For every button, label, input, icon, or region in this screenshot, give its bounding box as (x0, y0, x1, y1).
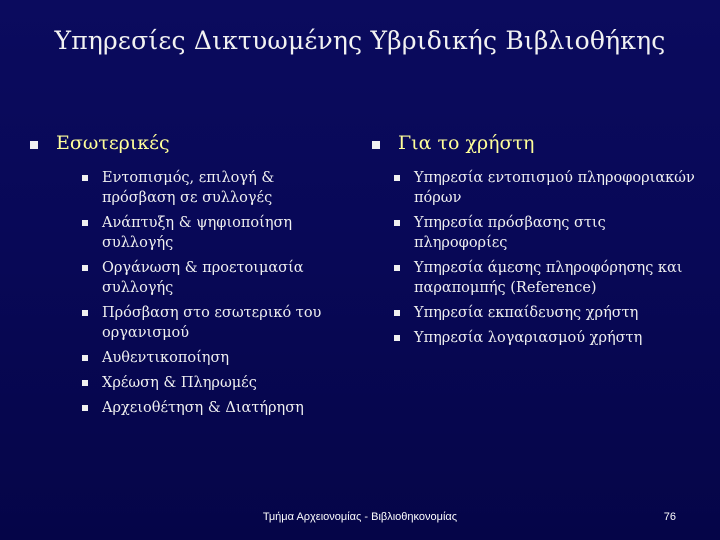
square-bullet-icon (394, 310, 400, 316)
square-bullet-icon (394, 220, 400, 226)
list-item (82, 348, 350, 368)
list-item-text: Υπηρεσία πρόσβασης στις πληροφορίες (414, 215, 606, 251)
list-item (394, 168, 702, 208)
square-bullet-icon (394, 175, 400, 181)
list-item-text: Υπηρεσία λογαριασμού χρήστη (414, 330, 643, 346)
right-list (394, 168, 702, 348)
list-item-text: Οργάνωση & προετοιμασία συλλογής (102, 260, 304, 296)
list-item (394, 258, 702, 298)
square-bullet-icon (82, 220, 88, 226)
list-item-text: Υπηρεσία εντοπισμού πληροφοριακών πόρων (414, 170, 695, 206)
right-heading-text: Για το χρήστη (398, 132, 535, 154)
list-item (82, 213, 350, 253)
square-bullet-icon (394, 265, 400, 271)
left-heading-text: Εσωτερικές (56, 132, 170, 154)
list-item (82, 303, 350, 343)
list-item (82, 373, 350, 393)
list-item-text: Υπηρεσία άμεσης πληροφόρησης και παραπομπής (Reference) (414, 260, 683, 296)
left-column (30, 132, 350, 423)
left-list (82, 168, 350, 418)
square-bullet-icon (82, 265, 88, 271)
list-item (82, 258, 350, 298)
square-bullet-icon (82, 380, 88, 386)
list-item (82, 168, 350, 208)
list-item-text: Αρχειοθέτηση & Διατήρηση (102, 400, 304, 416)
square-bullet-icon (82, 355, 88, 361)
right-heading (372, 132, 702, 154)
list-item (82, 398, 350, 418)
square-bullet-icon (82, 405, 88, 411)
list-item-text: Ανάπτυξη & ψηφιοποίηση συλλογής (102, 215, 293, 251)
square-bullet-icon (82, 175, 88, 181)
page-number: 76 (663, 511, 676, 523)
square-bullet-icon (372, 141, 380, 149)
list-item-text: Πρόσβαση στο εσωτερικό του οργανισμού (102, 305, 322, 341)
left-heading (30, 132, 350, 154)
list-item (394, 328, 702, 348)
list-item-text: Υπηρεσία εκπαίδευσης χρήστη (414, 305, 639, 321)
list-item (394, 303, 702, 323)
slide-footer: Τμήμα Αρχειονομίας - Βιβλιοθηκονομίας (262, 511, 458, 523)
list-item-text: Αυθεντικοποίηση (102, 350, 230, 366)
list-item (394, 213, 702, 253)
slide-title: Υπηρεσίες Δικτυωμένης Υβριδικής Βιβλιοθήκης (54, 26, 666, 55)
list-item-text: Εντοπισμός, επιλογή & πρόσβαση σε συλλογές (102, 170, 275, 206)
square-bullet-icon (394, 335, 400, 341)
list-item-text: Χρέωση & Πληρωμές (102, 375, 257, 391)
right-column (372, 132, 702, 353)
square-bullet-icon (82, 310, 88, 316)
square-bullet-icon (30, 141, 38, 149)
